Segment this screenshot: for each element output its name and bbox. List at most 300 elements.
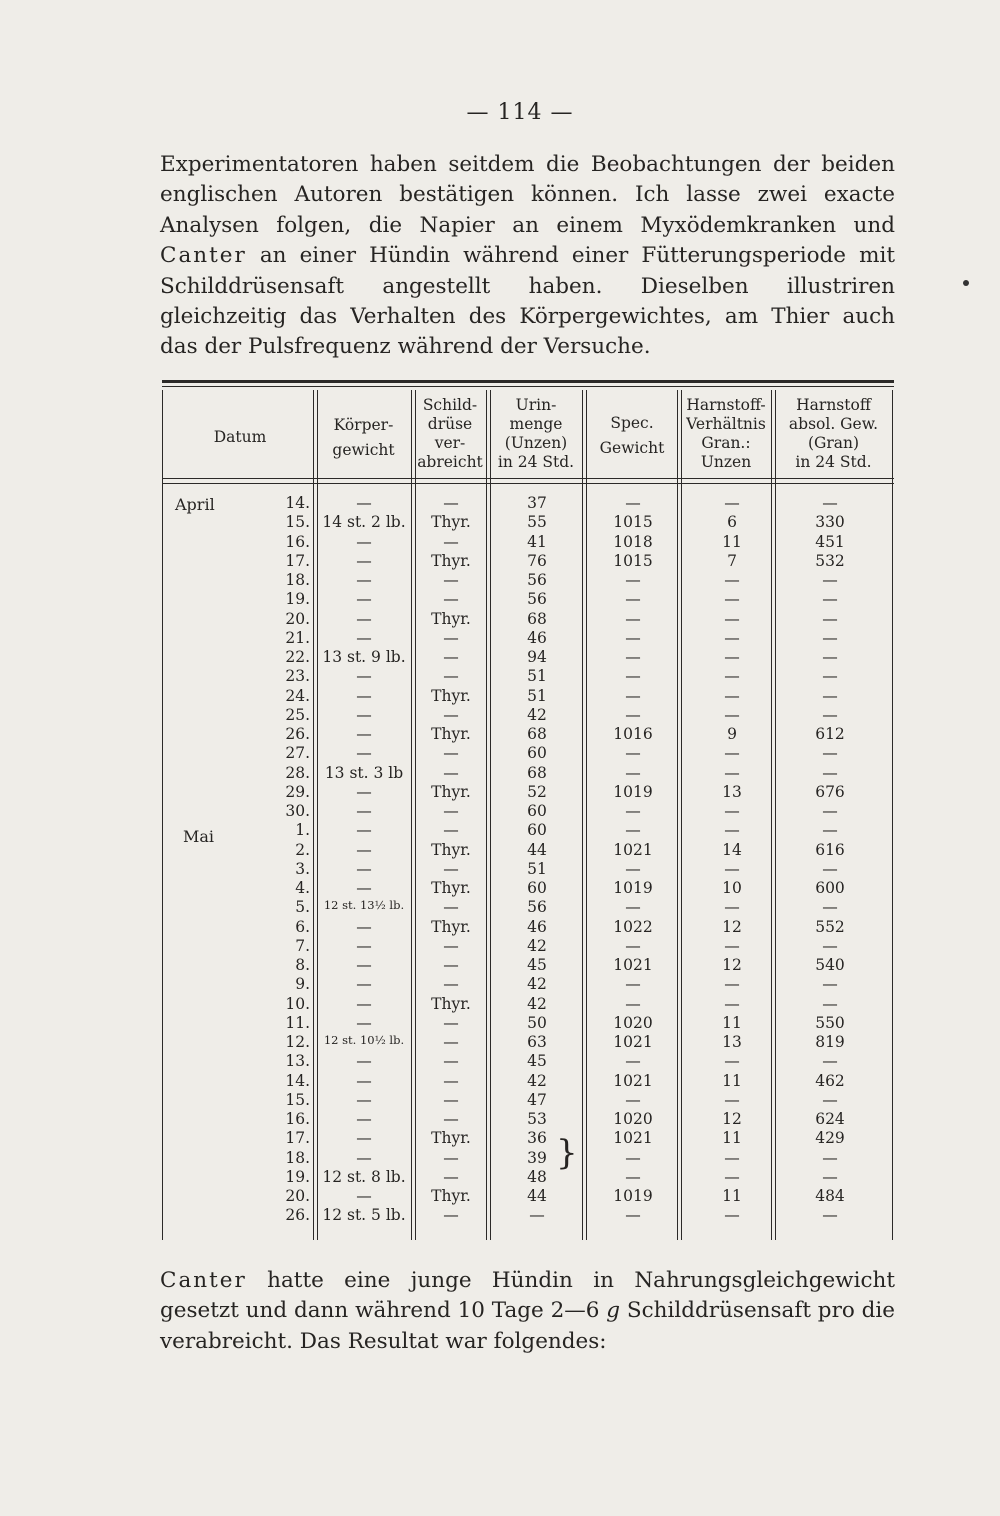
- text-segment: Schilddrüsensaft pro die verabreicht. Das Resultat war folgendes:: [160, 1298, 895, 1354]
- cell-hv: —: [724, 975, 740, 994]
- cell-sp: —: [625, 571, 641, 589]
- cell-day: 2.: [295, 840, 310, 859]
- cell-sp: —: [625, 667, 641, 686]
- header-line: (Gran): [807, 434, 860, 452]
- cell-sd: Thyr.: [431, 609, 471, 628]
- cell-hv: —: [724, 744, 740, 763]
- cell-day: 16.: [285, 1110, 310, 1128]
- cell-sd: —: [443, 936, 459, 955]
- cell-ur: 63: [527, 1033, 547, 1051]
- cell-ha: 451: [815, 532, 845, 551]
- cell-ur: 46: [527, 917, 547, 936]
- cell-ha: —: [822, 936, 838, 955]
- cell-kg: —: [356, 879, 372, 897]
- cell-day: 11.: [285, 1013, 310, 1032]
- cell-sd: —: [443, 763, 459, 782]
- table-row: [0, 1110, 1000, 1129]
- cell-hv: —: [724, 648, 740, 666]
- cell-ha: 624: [815, 1110, 845, 1128]
- cell-ur: 50: [527, 1013, 547, 1032]
- cell-day: 30.: [285, 802, 310, 820]
- table-row: [0, 1149, 1000, 1168]
- cell-ha: —: [822, 686, 838, 705]
- table-top-rule: [162, 380, 894, 383]
- cell-ur: 42: [527, 1071, 547, 1090]
- table-row: [0, 1129, 1000, 1148]
- cell-sp: 1021: [613, 1033, 653, 1051]
- header-line: menge: [509, 415, 563, 433]
- cell-day: 17.: [285, 551, 310, 570]
- cell-ur: 56: [527, 898, 547, 917]
- margin-dot: [963, 280, 969, 286]
- month-label-april: April: [175, 495, 215, 514]
- header-urinmenge: [490, 396, 582, 472]
- cell-kg: —: [356, 1129, 372, 1148]
- cell-kg: 12 st. 10½ lb.: [323, 1033, 405, 1047]
- cell-sd: —: [443, 705, 459, 724]
- cell-hv: 14: [722, 840, 742, 859]
- cell-day: 18.: [285, 571, 310, 589]
- cell-hv: 11: [722, 532, 742, 551]
- cell-ur: 60: [527, 744, 547, 763]
- cell-hv: 7: [727, 551, 737, 570]
- header-line: Harnstoff: [796, 396, 871, 414]
- cell-ha: 612: [815, 725, 845, 743]
- cell-day: 20.: [285, 1187, 310, 1205]
- cell-sd: Thyr.: [431, 725, 471, 743]
- cell-kg: —: [356, 1148, 372, 1167]
- cell-day: 20.: [285, 609, 310, 628]
- cell-day: 27.: [285, 744, 310, 763]
- cell-kg: —: [356, 1052, 372, 1071]
- cell-kg: —: [356, 532, 372, 551]
- cell-sd: —: [443, 1033, 459, 1051]
- cell-kg: —: [356, 859, 372, 878]
- cell-sd: —: [443, 821, 459, 840]
- header-line: Spec.: [610, 414, 654, 432]
- text-segment: an einer Hündin während einer Fütterungsperiode mit Schilddrüsensaft angestellt haben. Dieselben illustriren gleichzeitig das Verhalten des Körpergewichtes, am Thier auch das der Pulsfrequenz während der Versuche.: [160, 243, 895, 360]
- cell-day: 28.: [285, 763, 310, 782]
- cell-sd: —: [443, 898, 459, 917]
- cell-day: 10.: [285, 994, 310, 1013]
- cell-ha: —: [822, 1206, 838, 1225]
- cell-ur: 42: [527, 994, 547, 1013]
- cell-kg: —: [356, 1071, 372, 1090]
- cell-kg: —: [356, 782, 372, 801]
- cell-day: 26.: [285, 725, 310, 743]
- cell-hv: —: [724, 571, 740, 589]
- cell-ur: 39: [527, 1148, 547, 1167]
- cell-hv: —: [724, 802, 740, 820]
- cell-sd: —: [443, 648, 459, 666]
- cell-sp: —: [625, 1167, 641, 1186]
- cell-ur: 45: [527, 956, 547, 974]
- table-row: [0, 937, 1000, 956]
- cell-sp: —: [625, 648, 641, 666]
- cell-ha: 532: [815, 551, 845, 570]
- cell-ha: —: [822, 628, 838, 647]
- cell-hv: —: [724, 821, 740, 840]
- cell-ha: 616: [815, 840, 845, 859]
- cell-sd: —: [443, 1148, 459, 1167]
- table-row: [0, 879, 1000, 898]
- cell-hv: 11: [722, 1187, 742, 1205]
- cell-kg: —: [356, 1090, 372, 1109]
- cell-sd: Thyr.: [431, 917, 471, 936]
- cell-hv: —: [724, 494, 740, 512]
- table-row: [0, 533, 1000, 552]
- cell-sp: 1016: [613, 725, 653, 743]
- cell-sp: —: [625, 1148, 641, 1167]
- cell-day: 17.: [285, 1129, 310, 1148]
- cell-kg: —: [356, 1013, 372, 1032]
- table-row: [0, 552, 1000, 571]
- cell-hv: —: [724, 667, 740, 686]
- cell-ha: —: [822, 1167, 838, 1186]
- cell-sp: —: [625, 609, 641, 628]
- cell-sd: Thyr.: [431, 879, 471, 897]
- header-spec-gewicht: [586, 414, 678, 458]
- cell-sd: —: [443, 859, 459, 878]
- cell-sd: Thyr.: [431, 782, 471, 801]
- table-row: [0, 841, 1000, 860]
- cell-sp: 1019: [613, 1187, 653, 1205]
- cell-sd: —: [443, 975, 459, 994]
- cell-day: 7.: [295, 936, 310, 955]
- cell-sp: —: [625, 590, 641, 609]
- cell-ha: 676: [815, 782, 845, 801]
- text-segment: hatte eine junge Hündin in Nahrungsgleichgewicht gesetzt und dann während 10 Tage 2—6: [160, 1268, 895, 1324]
- closing-paragraph: [160, 1266, 895, 1357]
- cell-ur: 42: [527, 705, 547, 724]
- cell-sd: —: [443, 1052, 459, 1071]
- header-line: ver-: [434, 434, 466, 452]
- cell-day: 23.: [285, 667, 310, 686]
- table-row: [0, 590, 1000, 609]
- header-line: Harnstoff-: [686, 396, 766, 414]
- cell-day: 12.: [285, 1033, 310, 1051]
- cell-ha: 819: [815, 1033, 845, 1051]
- cell-sd: —: [443, 571, 459, 589]
- cell-sp: 1018: [613, 532, 653, 551]
- cell-day: 8.: [295, 956, 310, 974]
- cell-day: 22.: [285, 648, 310, 666]
- cell-sp: —: [625, 1206, 641, 1225]
- cell-ur: 68: [527, 763, 547, 782]
- cell-hv: —: [724, 1052, 740, 1071]
- cell-hv: —: [724, 1090, 740, 1109]
- cell-ha: —: [822, 802, 838, 820]
- cell-sd: Thyr.: [431, 1187, 471, 1205]
- cell-ur: 68: [527, 609, 547, 628]
- cell-kg: —: [356, 667, 372, 686]
- header-koerpergewicht: [316, 416, 411, 460]
- table-row: [0, 1206, 1000, 1225]
- cell-day: 13.: [285, 1052, 310, 1071]
- table-row: [0, 1168, 1000, 1187]
- table-header-rule: [162, 478, 894, 479]
- table-row: [0, 687, 1000, 706]
- cell-kg: —: [356, 725, 372, 743]
- cell-day: 14.: [285, 494, 310, 512]
- cell-kg: 12 st. 5 lb.: [322, 1206, 406, 1225]
- header-datum: [170, 428, 310, 447]
- cell-ur: 56: [527, 571, 547, 589]
- cell-day: 1.: [295, 821, 310, 840]
- cell-ha: —: [822, 763, 838, 782]
- table-row: [0, 1052, 1000, 1071]
- cell-day: 21.: [285, 628, 310, 647]
- intro-paragraph: [160, 150, 895, 363]
- cell-ur: 41: [527, 532, 547, 551]
- cell-day: 26.: [285, 1206, 310, 1225]
- text-segment: Canter: [160, 1268, 247, 1293]
- cell-hv: —: [724, 763, 740, 782]
- cell-hv: 11: [722, 1013, 742, 1032]
- cell-sp: —: [625, 763, 641, 782]
- cell-sp: 1022: [613, 917, 653, 936]
- cell-hv: 12: [722, 956, 742, 974]
- cell-ur: 60: [527, 802, 547, 820]
- cell-sp: —: [625, 686, 641, 705]
- cell-ha: 484: [815, 1187, 845, 1205]
- cell-kg: —: [356, 705, 372, 724]
- header-line: abreicht: [417, 453, 483, 471]
- cell-sd: —: [443, 590, 459, 609]
- cell-sd: Thyr.: [431, 840, 471, 859]
- cell-day: 19.: [285, 1167, 310, 1186]
- cell-hv: 13: [722, 1033, 742, 1051]
- cell-kg: —: [356, 936, 372, 955]
- cell-hv: —: [724, 628, 740, 647]
- table-row: [0, 648, 1000, 667]
- cell-ur: 36: [527, 1129, 547, 1148]
- cell-sd: —: [443, 1071, 459, 1090]
- cell-sp: —: [625, 744, 641, 763]
- header-schilddruese: [415, 396, 485, 472]
- cell-sd: —: [443, 1167, 459, 1186]
- table-row: [0, 706, 1000, 725]
- text-segment: g: [606, 1298, 621, 1324]
- header-line: drüse: [427, 415, 473, 433]
- cell-kg: —: [356, 802, 372, 820]
- cell-sp: 1015: [613, 551, 653, 570]
- cell-sp: —: [625, 994, 641, 1013]
- cell-kg: 13 st. 9 lb.: [322, 648, 406, 666]
- cell-ha: —: [822, 821, 838, 840]
- cell-ha: 550: [815, 1013, 845, 1032]
- cell-hv: 6: [727, 513, 737, 532]
- header-line: (Unzen): [504, 434, 568, 452]
- cell-ur: 42: [527, 975, 547, 994]
- cell-day: 14.: [285, 1071, 310, 1090]
- cell-hv: 13: [722, 782, 742, 801]
- cell-kg: —: [356, 590, 372, 609]
- cell-day: 5.: [295, 898, 310, 917]
- cell-sp: —: [625, 821, 641, 840]
- cell-hv: —: [724, 936, 740, 955]
- table-row: [0, 494, 1000, 513]
- table-row: [0, 956, 1000, 975]
- cell-hv: —: [724, 686, 740, 705]
- cell-sd: Thyr.: [431, 1129, 471, 1148]
- cell-ur: 47: [527, 1090, 547, 1109]
- cell-ur: 44: [527, 840, 547, 859]
- cell-kg: —: [356, 494, 372, 512]
- table-row: [0, 1091, 1000, 1110]
- cell-ur: 51: [527, 859, 547, 878]
- table-row: [0, 1014, 1000, 1033]
- cell-ha: —: [822, 994, 838, 1013]
- table-row: [0, 629, 1000, 648]
- cell-kg: —: [356, 551, 372, 570]
- table-row: [0, 667, 1000, 686]
- cell-ha: —: [822, 494, 838, 512]
- cell-ur: 55: [527, 513, 547, 532]
- cell-hv: 11: [722, 1129, 742, 1148]
- cell-sd: —: [443, 1110, 459, 1128]
- cell-ur: 52: [527, 782, 547, 801]
- cell-day: 24.: [285, 686, 310, 705]
- cell-day: 15.: [285, 1090, 310, 1109]
- cell-hv: 10: [722, 879, 742, 897]
- month-label-mai: Mai: [183, 827, 215, 846]
- cell-kg: —: [356, 821, 372, 840]
- cell-ha: —: [822, 1052, 838, 1071]
- cell-hv: —: [724, 1148, 740, 1167]
- table-row: [0, 744, 1000, 763]
- header-line: Datum: [213, 428, 267, 446]
- cell-sd: Thyr.: [431, 994, 471, 1013]
- cell-hv: —: [724, 1206, 740, 1225]
- cell-sp: 1020: [613, 1110, 653, 1128]
- cell-kg: —: [356, 1110, 372, 1128]
- cell-day: 6.: [295, 917, 310, 936]
- cell-day: 16.: [285, 532, 310, 551]
- header-line: Gran.:: [701, 434, 751, 452]
- cell-ur: 48: [527, 1167, 547, 1186]
- cell-kg: —: [356, 840, 372, 859]
- cell-ha: —: [822, 667, 838, 686]
- table-row: [0, 1072, 1000, 1091]
- cell-sp: 1020: [613, 1013, 653, 1032]
- cell-sp: —: [625, 802, 641, 820]
- cell-sp: —: [625, 975, 641, 994]
- cell-ha: 330: [815, 513, 845, 532]
- table-row: [0, 995, 1000, 1014]
- cell-kg: —: [356, 628, 372, 647]
- cell-ur: 60: [527, 879, 547, 897]
- cell-sd: —: [443, 956, 459, 974]
- header-line: Körper-: [333, 416, 394, 434]
- table-row: [0, 1187, 1000, 1206]
- cell-ha: —: [822, 1090, 838, 1109]
- cell-day: 3.: [295, 859, 310, 878]
- header-line: gewicht: [332, 441, 395, 459]
- cell-ur: 53: [527, 1110, 547, 1128]
- cell-hv: 9: [727, 725, 737, 743]
- cell-day: 15.: [285, 513, 310, 532]
- cell-ur: 60: [527, 821, 547, 840]
- cell-sd: Thyr.: [431, 513, 471, 532]
- cell-hv: —: [724, 1167, 740, 1186]
- table-row: [0, 860, 1000, 879]
- cell-hv: —: [724, 898, 740, 917]
- cell-sp: 1019: [613, 879, 653, 897]
- cell-kg: 14 st. 2 lb.: [322, 513, 406, 532]
- text-segment: Experimentatoren haben seitdem die Beobachtungen der beiden englischen Autoren bestätigen können. Ich lasse zwei exacte Analysen folgen, die Napier an einem Myxödemkranken und: [160, 152, 895, 238]
- cell-sp: —: [625, 705, 641, 724]
- cell-ur: 76: [527, 551, 547, 570]
- cell-sd: —: [443, 1206, 459, 1225]
- text-segment: Canter: [160, 243, 247, 269]
- cell-sd: Thyr.: [431, 551, 471, 570]
- cell-sp: 1021: [613, 956, 653, 974]
- cell-ur: 42: [527, 936, 547, 955]
- table-top-rule-thin: [162, 386, 894, 387]
- cell-sp: —: [625, 494, 641, 512]
- cell-ha: 552: [815, 917, 845, 936]
- cell-sp: 1019: [613, 782, 653, 801]
- cell-sp: —: [625, 1090, 641, 1109]
- cell-sd: —: [443, 1090, 459, 1109]
- cell-ha: 462: [815, 1071, 845, 1090]
- cell-day: 9.: [295, 975, 310, 994]
- cell-ur: 68: [527, 725, 547, 743]
- table-row: [0, 571, 1000, 590]
- cell-sd: Thyr.: [431, 686, 471, 705]
- cell-ha: 540: [815, 956, 845, 974]
- table-row: [0, 513, 1000, 532]
- cell-sp: —: [625, 936, 641, 955]
- cell-kg: 13 st. 3 lb: [324, 763, 404, 782]
- cell-hv: —: [724, 994, 740, 1013]
- table-row: [0, 764, 1000, 783]
- cell-hv: —: [724, 609, 740, 628]
- cell-kg: 12 st. 13½ lb.: [323, 898, 405, 913]
- cell-hv: —: [724, 590, 740, 609]
- cell-kg: —: [356, 917, 372, 936]
- cell-ha: —: [822, 1148, 838, 1167]
- cell-ha: —: [822, 744, 838, 763]
- cell-ur: 46: [527, 628, 547, 647]
- table-row: [0, 975, 1000, 994]
- table-header-rule-2: [162, 483, 894, 484]
- cell-sd: —: [443, 1013, 459, 1032]
- table-row: [0, 918, 1000, 937]
- cell-ur: 51: [527, 667, 547, 686]
- cell-ur: 44: [527, 1187, 547, 1205]
- header-line: Verhältnis: [686, 415, 766, 433]
- cell-sp: —: [625, 898, 641, 917]
- cell-ha: 429: [815, 1129, 845, 1148]
- page-number: — 114 —: [466, 100, 574, 125]
- cell-kg: —: [356, 686, 372, 705]
- cell-ha: —: [822, 571, 838, 589]
- cell-sd: —: [443, 628, 459, 647]
- cell-sp: 1021: [613, 840, 653, 859]
- cell-day: 18.: [285, 1148, 310, 1167]
- cell-hv: 12: [722, 917, 742, 936]
- table-row: [0, 1033, 1000, 1052]
- cell-hv: —: [724, 859, 740, 878]
- cell-sd: —: [443, 802, 459, 820]
- cell-day: 29.: [285, 782, 310, 801]
- cell-ur: 37: [527, 494, 547, 512]
- cell-sp: —: [625, 1052, 641, 1071]
- cell-ha: —: [822, 590, 838, 609]
- cell-kg: —: [356, 571, 372, 589]
